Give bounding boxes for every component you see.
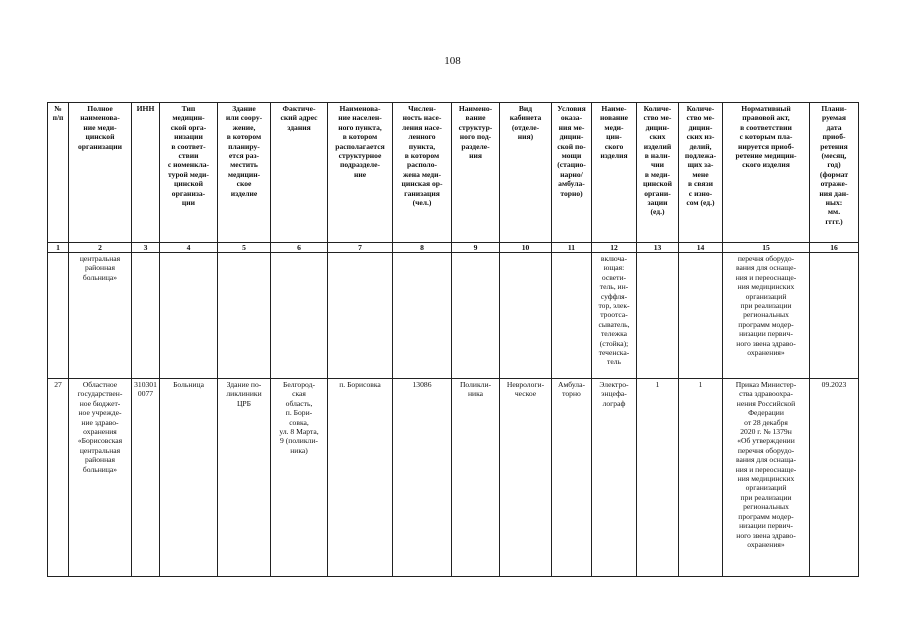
cell-legal-act: Приказ Министер- ства здравоохра- нения Российской Федерации от 28 декабря 2020 г. № 1379н «Об утверждении перечня оборудо- вания для оснаща- ния и переоснаще- ния медицинских организаций при реализации региональных программ модер- низации первич- ного звена здраво- охранения» — [723, 379, 810, 577]
cell-conditions — [552, 253, 592, 379]
column-number: 9 — [452, 243, 500, 253]
cell-qty-available: 1 — [637, 379, 679, 577]
column-number: 15 — [723, 243, 810, 253]
cell-planned-date: 09.2023 — [810, 379, 859, 577]
column-number: 5 — [218, 243, 271, 253]
cell-unit: Поликли- ника — [452, 379, 500, 577]
column-number: 13 — [637, 243, 679, 253]
cell-org-name: Областное государствен- ное бюджет- ное учрежде- ние здраво- охранения «Борисовская центральная районная больница» — [69, 379, 132, 577]
cell-org-type — [160, 253, 218, 379]
header-cell-cabinet: Вид кабинета (отделе- ния) — [500, 103, 552, 243]
header-cell-address: Фактиче- ский адрес здания — [271, 103, 328, 243]
cell-inn — [132, 253, 160, 379]
medical-equipment-table — [47, 102, 859, 577]
column-number: 3 — [132, 243, 160, 253]
column-number: 8 — [393, 243, 452, 253]
cell-org-type: Больница — [160, 379, 218, 577]
cell-index — [48, 253, 69, 379]
cell-settlement: п. Борисовка — [328, 379, 393, 577]
cell-population: 13086 — [393, 379, 452, 577]
cell-unit — [452, 253, 500, 379]
column-number: 11 — [552, 243, 592, 253]
header-cell-legal-act: Нормативный правовой акт, в соответствии с которым пла- нируется приоб- ретение медицин- ского изделия — [723, 103, 810, 243]
header-cell-org-type: Тип медицин- ской орга- низации в соответ- ствии с номенкла- турой меди- цинской организа- ции — [160, 103, 218, 243]
header-cell-index: № п/п — [48, 103, 69, 243]
cell-qty-replace: 1 — [679, 379, 723, 577]
cell-address — [271, 253, 328, 379]
header-cell-building: Здание или соору- жение, в котором планиру- ется раз- местить медицин- ское изделие — [218, 103, 271, 243]
column-number: 1 — [48, 243, 69, 253]
cell-planned-date — [810, 253, 859, 379]
cell-qty-replace — [679, 253, 723, 379]
column-number: 7 — [328, 243, 393, 253]
table-row-27 — [48, 379, 859, 577]
column-number: 6 — [271, 243, 328, 253]
cell-inn: 310301 0077 — [132, 379, 160, 577]
header-cell-qty-replace: Количе- ство ме- дицин- ских из- делий, подлежа- щих за- мене в связи с изно- сом (ед.) — [679, 103, 723, 243]
cell-building — [218, 253, 271, 379]
cell-settlement — [328, 253, 393, 379]
page-number: 108 — [444, 55, 461, 67]
column-number: 4 — [160, 243, 218, 253]
header-row — [48, 103, 859, 243]
header-cell-planned-date: Плани- руемая дата приоб- ретения (месяц, год) (формат отраже- ния дан- ных: мм. гггг.) — [810, 103, 859, 243]
cell-conditions: Амбула- торно — [552, 379, 592, 577]
cell-device-name: Электро- энцефа- лограф — [592, 379, 637, 577]
cell-qty-available — [637, 253, 679, 379]
header-cell-inn: ИНН — [132, 103, 160, 243]
cell-index: 27 — [48, 379, 69, 577]
cell-cabinet: Неврологи- ческое — [500, 379, 552, 577]
header-cell-unit: Наимено- вание структур- ного под- разделе- ния — [452, 103, 500, 243]
header-cell-device-name: Наиме- нование меди- цин- ского изделия — [592, 103, 637, 243]
cell-building: Здание по- ликлиники ЦРБ — [218, 379, 271, 577]
header-cell-population: Числен- ность насе- ления насе- ленного пункта, в котором располо- жена меди- цинская ор- ганизация (чел.) — [393, 103, 452, 243]
header-cell-settlement: Наименова- ние населен- ного пункта, в котором располагается структурное подразделе- ние — [328, 103, 393, 243]
header-cell-org-name: Полное наименова- ние меди- цинской организации — [69, 103, 132, 243]
column-number: 12 — [592, 243, 637, 253]
cell-cabinet — [500, 253, 552, 379]
cell-org-name: центральная районная больница» — [69, 253, 132, 379]
column-number-row — [48, 243, 859, 253]
column-number: 2 — [69, 243, 132, 253]
header-cell-qty-available: Количе- ство ме- дицин- ских изделий в нали- чии в меди- цинской органи- зации (ед.) — [637, 103, 679, 243]
cell-address: Белгород- ская область, п. Бори- совка, ул. 8 Марта, 9 (поликли- ника) — [271, 379, 328, 577]
table-row-continuation — [48, 253, 859, 379]
cell-device-name: включа- ющая: освети- тель, ин- суффля- тор, элек- троотса- сыватель, тележка (стойка); теченска- тель — [592, 253, 637, 379]
column-number: 16 — [810, 243, 859, 253]
column-number: 10 — [500, 243, 552, 253]
cell-population — [393, 253, 452, 379]
column-number: 14 — [679, 243, 723, 253]
cell-legal-act: перечня оборудо- вания для оснаще- ния и переоснаще- ния медицинских организаций при реализации региональных программ модер- низации первич- ного звена здраво- охранения» — [723, 253, 810, 379]
header-cell-conditions: Условия оказа- ния ме- дицин- ской по- мощи (стацио- нарно/ амбула- торно) — [552, 103, 592, 243]
